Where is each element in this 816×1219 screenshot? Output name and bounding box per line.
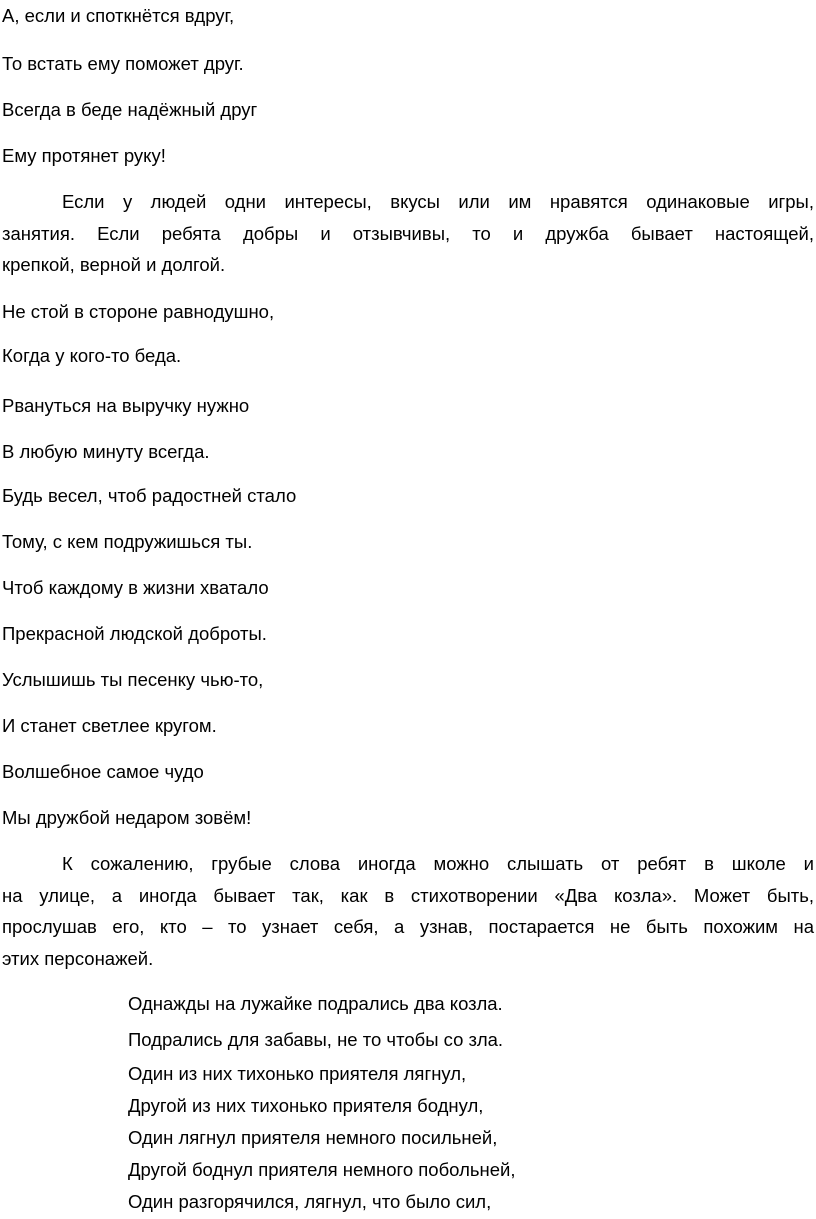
poem-line: Чтоб каждому в жизни хватало	[2, 577, 269, 598]
poem-line: Один лягнул приятеля немного посильней,	[128, 1127, 498, 1148]
poem-line: Тому, с кем подружишься ты.	[2, 531, 253, 552]
poem-line: В любую минуту всегда.	[2, 441, 210, 462]
paragraph	[2, 186, 814, 281]
poem-line: Не стой в стороне равнодушно,	[2, 301, 275, 322]
paragraph-line: занятия. Если ребята добры и отзывчивы, то и дружба бывает настоящей,	[2, 222, 814, 244]
poem-line: Однажды на лужайке подрались два козла.	[128, 993, 503, 1014]
poem-line: Прекрасной людской доброты.	[2, 623, 267, 644]
poem-line: И станет светлее кругом.	[2, 715, 217, 736]
poem-line: Мы дружбой недаром зовём!	[2, 807, 252, 828]
paragraph-line: прослушав его, кто – то узнает себя, а узнав, постарается не быть похожим на	[2, 916, 814, 937]
poem-line: Один из них тихонько приятеля лягнул,	[128, 1063, 467, 1084]
paragraph-line: крепкой, верной и долгой.	[2, 254, 226, 275]
poem-line: Будь весел, чтоб радостней стало	[2, 485, 297, 506]
poem-line: Подрались для забавы, не то чтобы со зла.	[128, 1029, 504, 1050]
poem-line: Ему протянет руку!	[2, 145, 166, 166]
poem-line: То встать ему поможет друг.	[2, 53, 244, 74]
paragraph-line: на улице, а иногда бывает так, как в стихотворении «Два козла». Может быть,	[2, 884, 814, 906]
paragraph	[2, 848, 814, 974]
poem-line: Один разгорячился, лягнул, что было сил,	[128, 1191, 492, 1212]
poem-line: Другой из них тихонько приятеля боднул,	[128, 1095, 484, 1116]
paragraph-line: Если у людей одни интересы, вкусы или им нравятся одинаковые игры,	[62, 191, 814, 212]
poem-line: Услышишь ты песенку чью-то,	[2, 669, 264, 690]
poem-line: А, если и споткнётся вдруг,	[2, 5, 235, 26]
poem-line: Волшебное самое чудо	[2, 761, 204, 782]
paragraph-line: этих персонажей.	[2, 947, 154, 969]
poem-line: Когда у кого-то беда.	[2, 345, 182, 366]
poem-line: Рвануться на выручку нужно	[2, 395, 250, 416]
poem-line: Всегда в беде надёжный друг	[2, 99, 258, 120]
paragraph-line: К сожалению, грубые слова иногда можно слышать от ребят в школе и	[62, 853, 814, 874]
poem-line: Другой боднул приятеля немного побольней,	[128, 1159, 516, 1180]
